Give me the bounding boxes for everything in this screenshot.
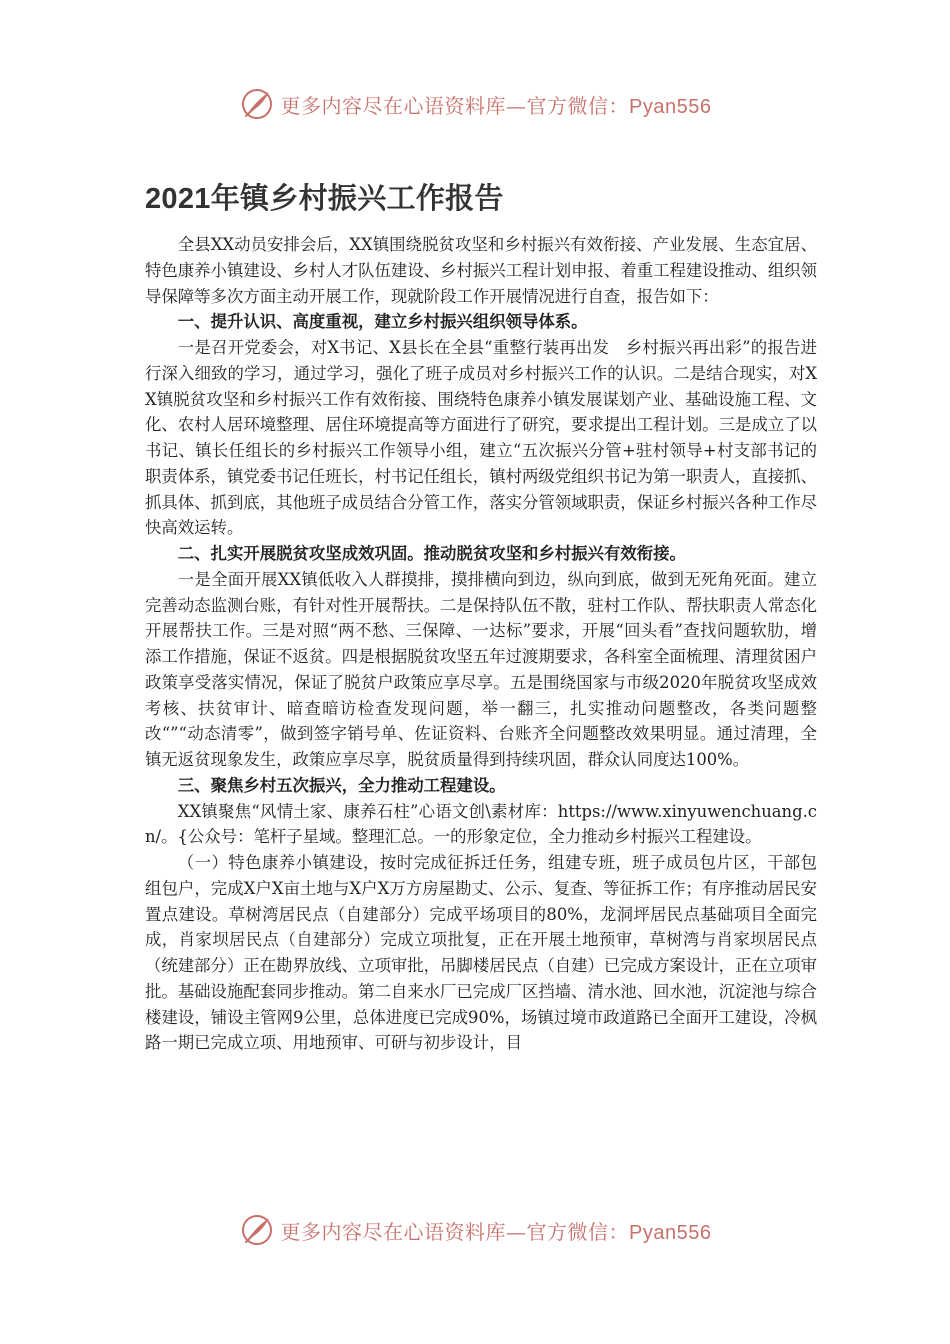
banner-dash: —: [506, 1219, 527, 1244]
site-name: 更多内容尽在心语资料库: [280, 93, 507, 118]
quill-logo-icon: [239, 1212, 275, 1248]
document-title: 2021年镇乡村振兴工作报告: [145, 183, 504, 215]
site-name: 更多内容尽在心语资料库: [280, 1219, 507, 1244]
section-1-paragraph: 一是召开党委会，对X书记、X县长在全县“重整行装再出发 乡村振兴再出彩”的报告进行深入细致的学习，通过学习，强化了班子成员对乡村振兴工作的认识。二是结合现实，对XX镇脱贫攻坚和乡村振兴工作有效衔接、围绕特色康养小镇发展谋划产业、基础设施工程、文化、农村人居环境整理、居住环境提高等方面进行了研究，要求提出工程计划。三是成立了以书记、镇长任组长的乡村振兴工作领导小组，建立“五次振兴分管+驻村领导+村支部书记的职责体系，镇党委书记任班长，村书记任组长，镇村两级党组织书记为第一职责人，直接抓、抓具体、抓到底，其他班子成员结合分管工作，落实分管领域职责，保证乡村振兴各种工作尽快高效运转。: [145, 338, 818, 538]
document-body: [145, 232, 817, 1056]
footer-banner-text: [281, 1216, 712, 1245]
wechat-label: 官方微信：: [526, 93, 630, 118]
banner-dash: —: [506, 93, 527, 118]
section-heading-2: 二、扎实开展脱贫攻坚成效巩固。推动脱贫攻坚和乡村振兴有效衔接。: [177, 544, 686, 563]
wechat-id: Pyan556: [629, 95, 712, 118]
header-banner: [0, 84, 950, 124]
section-2-paragraph: 一是全面开展XX镇低收入人群摸排，摸排横向到边，纵向到底，做到无死角死面。建立完善动态监测台账，有针对性开展帮扶。二是保持队伍不散，驻村工作队、帮扶职责人常态化开展帮扶工作。三是对照“两不愁、三保障、一达标”要求，开展“回头看”查找问题软肋，增添工作措施，保证不返贫。四是根据脱贫攻坚五年过渡期要求，各科室全面梳理、清理贫困户政策享受落实情况，保证了脱贫户政策应享尽享。五是围绕国家与市级2020年脱贫攻坚成效考核、扶贫审计、暗查暗访检查发现问题，举一翻三，扎实推动问题整改，各类问题整改“”“动态清零”，做到签字销号单、佐证资料、台账齐全问题整改效果明显。通过清理，全镇无返贫现象发生，政策应享尽享，脱贫质量得到持续巩固，群众认同度达100%。: [145, 569, 818, 769]
intro-paragraph: 全县XX动员安排会后，XX镇围绕脱贫攻坚和乡村振兴有效衔接、产业发展、生态宜居、特色康养小镇建设、乡村人才队伍建设、乡村振兴工程计划申报、着重工程建设推动、组织领导保障等多次方面主动开展工作，现就阶段工作开展情况进行自查，报告如下：: [145, 235, 818, 306]
wechat-id: Pyan556: [629, 1221, 712, 1244]
wechat-label: 官方微信：: [526, 1219, 630, 1244]
quill-logo-icon: [239, 86, 275, 122]
footer-banner: [0, 1210, 950, 1250]
section-heading-3: 三、聚焦乡村五次振兴，全力推动工程建设。: [177, 775, 506, 795]
section-3-intro-paragraph: XX镇聚焦“风情土家、康养石柱”心语文创\素材库：https://www.xinyuwenchuang.cn/。{公众号：笔杆子星域。整理汇总。一的形象定位，全力推动乡村振兴工程建设。: [145, 801, 817, 847]
header-banner-text: [281, 90, 712, 119]
section-3-subsection-1-paragraph: （一）特色康养小镇建设，按时完成征拆迁任务，组建专班，班子成员包片区，干部包组包户，完成X户X亩土地与X户X万方房屋勘丈、公示、复查、等征拆工作；有序推动居民安置点建设。草树湾居民点（自建部分）完成平场项目的80%，龙洞坪居民点基础项目全面完成，肖家坝居民点（自建部分）完成立项批复，正在开展土地预审，草树湾与肖家坝居民点（统建部分）正在勘界放线、立项审批，吊脚楼居民点（自建）已完成方案设计，正在立项审批。基础设施配套同步推动。第二自来水厂已完成厂区挡墙、清水池、回水池，沉淀池与综合楼建设，铺设主管网9公里，总体进度已完成90%，场镇过境市政道路已全面开工建设，冷枫路一期已完成立项、用地预审、可研与初步设计，目: [145, 853, 818, 1053]
section-heading-1: 一、提升认识、高度重视，建立乡村振兴组织领导体系。: [177, 312, 588, 332]
